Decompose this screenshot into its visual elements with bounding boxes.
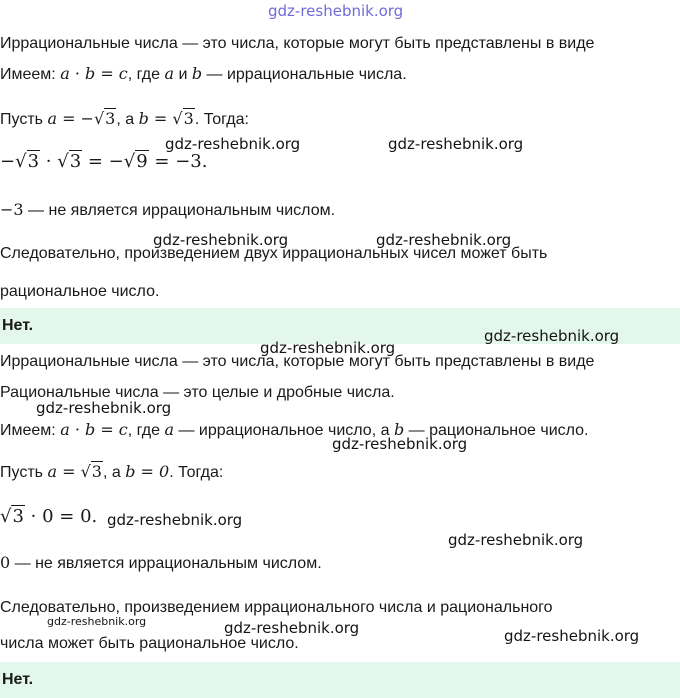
watermark: gdz-reshebnik.org <box>107 511 243 529</box>
given-statement-1 <box>0 63 407 86</box>
calc-minus: − <box>0 151 16 172</box>
sqrt-symbol: √3 <box>172 109 194 128</box>
watermark: gdz-reshebnik.org <box>484 327 620 345</box>
given-expression: a · b = c <box>60 64 128 83</box>
given-mid: , где <box>127 66 165 83</box>
definition-irrational-1: Иррациональные числа — это числа, которые могут быть представлены в виде <box>0 35 595 52</box>
watermark-top: gdz-reshebnik.org <box>268 2 404 20</box>
let-suffix: . Тогда: <box>194 111 249 128</box>
not-irrational-1 <box>0 199 335 222</box>
let-statement-1 <box>0 108 249 131</box>
let-b-expr: b = <box>138 109 173 128</box>
watermark: gdz-reshebnik.org <box>260 339 396 357</box>
given-var-a: a <box>164 420 174 439</box>
given-var-b: b <box>393 420 405 439</box>
conclusion-2-line1: Следовательно, произведением иррационального числа и рационального <box>0 599 553 616</box>
let-a-expr: a = − <box>47 109 94 128</box>
sqrt-symbol: √3 <box>80 462 102 481</box>
not-irrational-2 <box>0 552 322 575</box>
not-irrational-text: — не является иррациональным числом. <box>10 555 322 572</box>
given-mid2: — иррациональное число, а <box>174 422 394 439</box>
let-b-expr: b = 0 <box>125 462 170 481</box>
calc-result: = −3. <box>148 151 208 172</box>
not-irrational-text: — не является иррациональным числом. <box>23 202 336 219</box>
let-suffix: . Тогда: <box>169 464 224 481</box>
watermark: gdz-reshebnik.org <box>376 231 512 249</box>
given-suffix: — рациональное число. <box>404 422 589 439</box>
let-statement-2 <box>0 461 223 484</box>
sqrt-radicand: 3 <box>105 109 116 128</box>
watermark: gdz-reshebnik.org <box>47 615 147 628</box>
given-suffix: — иррациональные числа. <box>202 66 407 83</box>
conclusion-2-line2: числа может быть рациональное число. <box>0 635 299 652</box>
sqrt-radicand: 9 <box>136 151 148 172</box>
let-prefix: Пусть <box>0 111 48 128</box>
value: 0 <box>0 553 11 572</box>
conclusion-1-line1: Следовательно, произведением двух иррациональных чисел может быть <box>0 245 548 262</box>
value: −3 <box>0 200 24 219</box>
sqrt-radicand: 3 <box>12 506 24 527</box>
watermark: gdz-reshebnik.org <box>153 231 289 249</box>
given-statement-2 <box>0 419 589 442</box>
watermark: gdz-reshebnik.org <box>332 435 468 453</box>
calculation-2 <box>0 506 97 528</box>
given-and: и <box>174 66 192 83</box>
sqrt-symbol: √3 <box>0 506 24 527</box>
answer-box-2: Нет. <box>0 662 680 698</box>
sqrt-symbol: √3 <box>57 151 82 172</box>
given-expression: a · b = c <box>60 420 128 439</box>
calc-rest: · 0 = 0. <box>24 506 98 527</box>
watermark: gdz-reshebnik.org <box>165 135 301 153</box>
conclusion-1-line2: рациональное число. <box>0 283 160 300</box>
answer-box-1: Нет. <box>0 308 680 344</box>
calc-eq: = − <box>82 151 124 172</box>
calculation-1 <box>0 151 207 173</box>
given-prefix: Имеем: <box>0 66 61 83</box>
sqrt-radicand: 3 <box>27 151 40 172</box>
sqrt-symbol: √3 <box>93 109 116 128</box>
given-var-b: b <box>191 64 203 83</box>
let-sep: , а <box>116 111 139 128</box>
watermark: gdz-reshebnik.org <box>448 531 584 549</box>
given-var-a: a <box>164 64 174 83</box>
watermark: gdz-reshebnik.org <box>36 399 172 417</box>
sqrt-symbol: √3 <box>15 151 40 172</box>
given-mid: , где <box>127 422 165 439</box>
let-prefix: Пусть <box>0 464 48 481</box>
let-sep: , а <box>102 464 126 481</box>
sqrt-radicand: 3 <box>183 109 194 128</box>
given-prefix: Имеем: <box>0 422 61 439</box>
sqrt-symbol: √9 <box>123 151 148 172</box>
definition-irrational-2: Иррациональные числа — это числа, которые могут быть представлены в виде <box>0 353 595 370</box>
sqrt-radicand: 3 <box>91 462 102 481</box>
let-a-expr: a = <box>47 462 81 481</box>
watermark: gdz-reshebnik.org <box>504 627 640 645</box>
sqrt-radicand: 3 <box>69 151 82 172</box>
watermark: gdz-reshebnik.org <box>224 619 360 637</box>
definition-rational: Рациональные числа — это целые и дробные числа. <box>0 384 395 401</box>
watermark: gdz-reshebnik.org <box>388 135 524 153</box>
calc-dot: · <box>40 151 58 172</box>
